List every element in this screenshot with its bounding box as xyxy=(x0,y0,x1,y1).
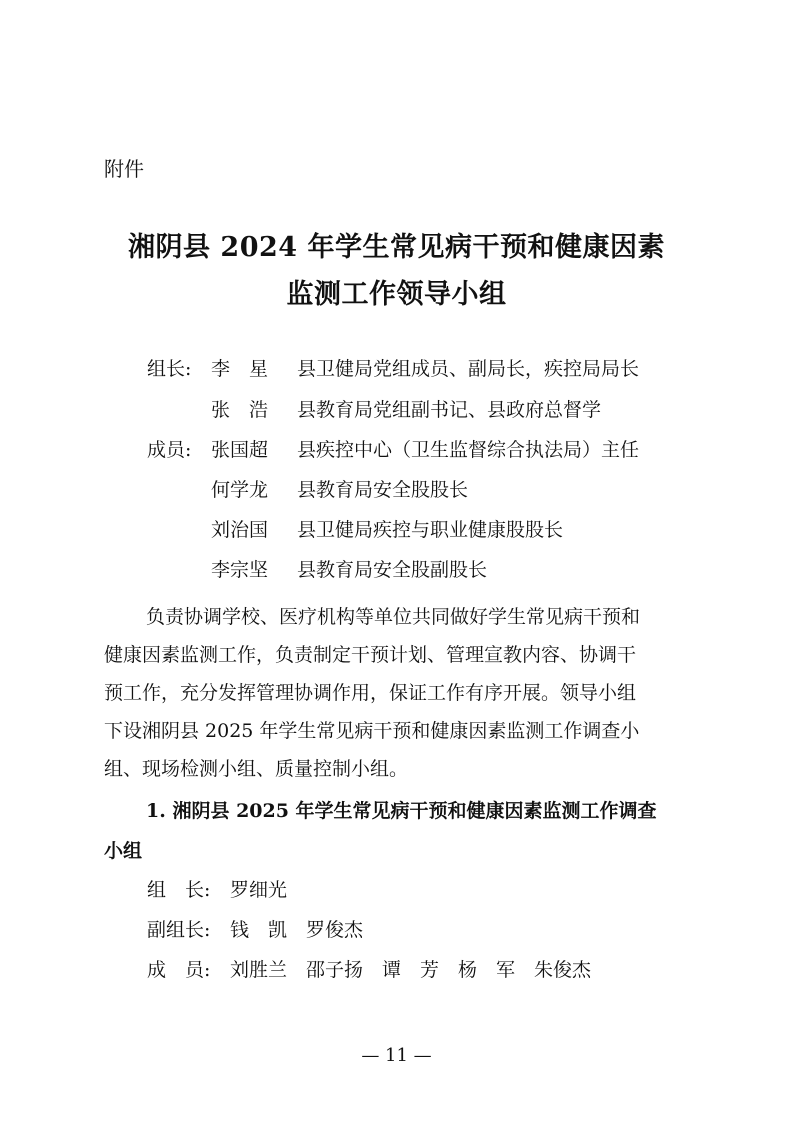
paragraph-line: 预工作，充分发挥管理协调作用，保证工作有序开展。领导小组 xyxy=(104,682,637,704)
leader-name: 张 浩 xyxy=(211,399,269,421)
title-line-1: 湘阴县 2024 年学生常见病干预和健康因素 xyxy=(128,232,665,263)
group-leader-label: 组 长: xyxy=(147,879,211,901)
role-member-label: 成员: xyxy=(147,439,192,461)
member-name: 李宗坚 xyxy=(211,559,269,581)
member-title: 县卫健局疾控与职业健康股股长 xyxy=(297,519,564,541)
paragraph-line: 下设湘阴县 2025 年学生常见病干预和健康因素监测工作调查小 xyxy=(104,720,640,742)
paragraph-line: 组、现场检测小组、质量控制小组。 xyxy=(104,758,409,780)
member-name: 张国超 xyxy=(211,439,269,461)
member-title: 县疾控中心（卫生监督综合执法局）主任 xyxy=(297,439,640,461)
title-line-2: 监测工作领导小组 xyxy=(286,279,507,310)
responsibility-paragraph xyxy=(104,598,704,788)
group-deputy-label: 副组长: xyxy=(147,919,211,941)
paragraph-line: 健康因素监测工作，负责制定干预计划、管理宣教内容、协调干 xyxy=(104,644,637,666)
page-number: — 11 — xyxy=(361,1045,432,1066)
section-heading-line-2: 小组 xyxy=(104,840,143,862)
group-member-label: 成 员: xyxy=(147,959,211,981)
paragraph-line: 负责协调学校、医疗机构等单位共同做好学生常见病干预和 xyxy=(146,606,641,628)
member-title: 县教育局安全股股长 xyxy=(297,479,469,501)
leader-title: 县教育局党组副书记、县政府总督学 xyxy=(297,399,602,421)
role-leader-label: 组长: xyxy=(147,358,192,380)
member-name: 刘治国 xyxy=(211,519,269,541)
member-title: 县教育局安全股副股长 xyxy=(297,559,488,581)
section-heading-line-1: 1. 湘阴县 2025 年学生常见病干预和健康因素监测工作调查 xyxy=(146,800,657,822)
group-deputy-names: 钱 凯 罗俊杰 xyxy=(230,919,364,941)
attachment-label: 附件 xyxy=(104,157,144,181)
group-member-names: 刘胜兰 邵子扬 谭 芳 杨 军 朱俊杰 xyxy=(230,959,592,981)
leader-name: 李 星 xyxy=(211,358,269,380)
member-name: 何学龙 xyxy=(211,479,269,501)
group-leader-names: 罗细光 xyxy=(230,879,288,901)
leader-title: 县卫健局党组成员、副局长，疾控局局长 xyxy=(297,358,640,380)
